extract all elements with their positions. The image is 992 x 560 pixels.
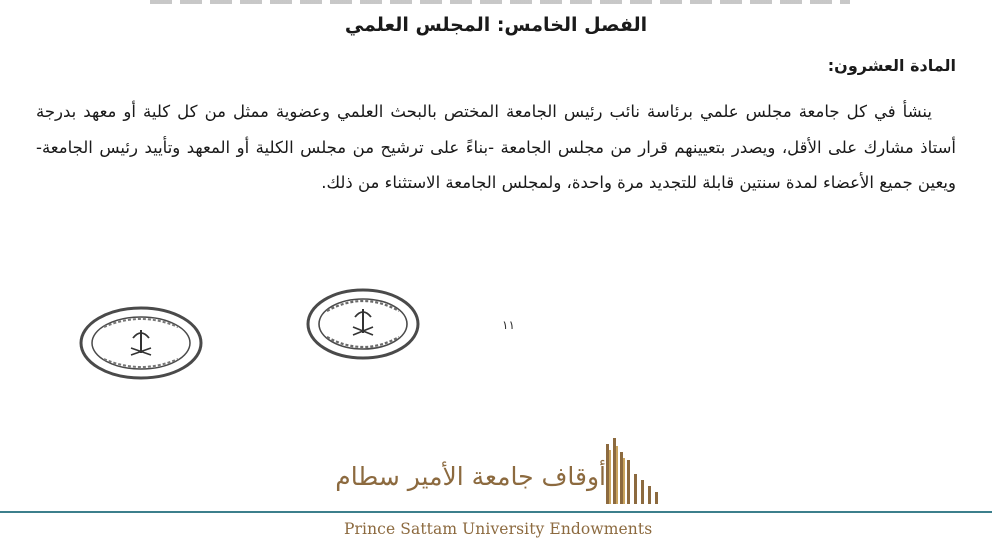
logo-name-arabic: أوقاف جامعة الأمير سطام xyxy=(335,462,606,491)
logo-name-english: Prince Sattam University Endowments xyxy=(344,520,653,538)
article-paragraph: ينشأ في كل جامعة مجلس علمي برئاسة نائب رئيس الجامعة المختص بالبحث العلمي وعضوية ممثل من كل كلية أو معهد بدرجة أستاذ مشارك على الأقل، ويصدر بتعيينهم قرار من مجلس الجامعة -بناءً على ترشيح من مجلس الكلية أو المعهد وتأييد رئيس الجامعة- ويعين جميع الأعضاء لمدة سنتين قابلة للتجديد مرة واحدة، ولمجلس الجامعة الاستثناء من ذلك. xyxy=(36,102,956,192)
towers-logo-icon xyxy=(604,434,666,506)
cropped-previous-line xyxy=(150,0,850,4)
chapter-title: الفصل الخامس: المجلس العلمي xyxy=(344,14,648,36)
official-stamp-icon xyxy=(305,287,421,361)
endowments-logo xyxy=(335,434,670,510)
footer-divider xyxy=(0,511,992,513)
ministry-stamp-icon xyxy=(78,305,204,381)
article-heading: المادة العشرون: xyxy=(827,56,956,75)
article-body xyxy=(36,94,956,201)
page-number: ١١ xyxy=(502,318,515,332)
